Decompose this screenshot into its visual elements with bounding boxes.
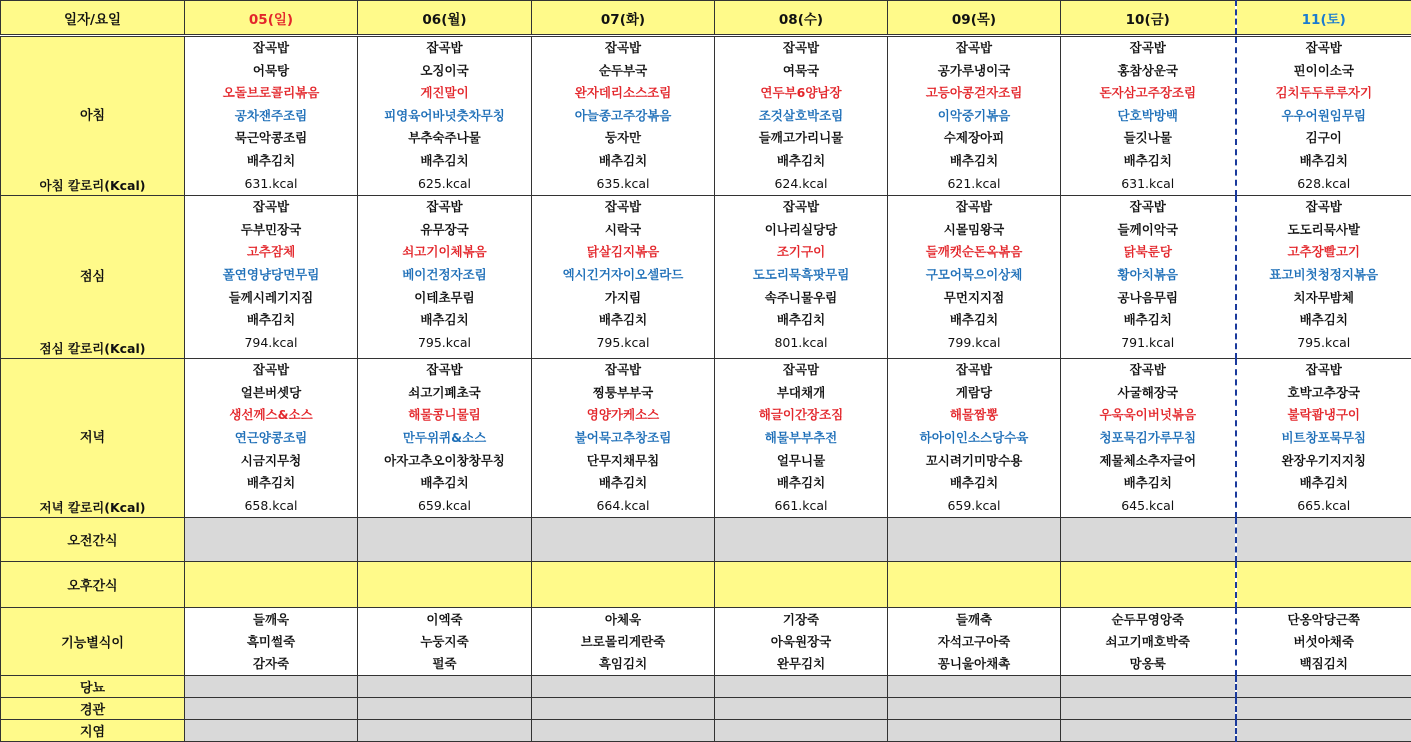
menu-cell-mon <box>358 196 532 359</box>
special-cell-sun <box>185 608 358 676</box>
menu-item: 배추김치 <box>888 309 1060 332</box>
menu-item: 이테초무림 <box>358 287 531 310</box>
menu-item: 배추김치 <box>1061 150 1235 173</box>
menu-item: 황아치볶음 <box>1061 264 1235 287</box>
special-diet-row <box>1 608 1411 676</box>
menu-item: 어묵탕 <box>185 60 357 83</box>
menu-item: 연근양콩조림 <box>185 427 357 450</box>
menu-item: 배추김치 <box>358 309 531 332</box>
menu-item: 잡곡밥 <box>1237 359 1411 382</box>
diet-row <box>1 698 1411 720</box>
special-item: 흑미썰죽 <box>185 631 357 653</box>
meal-label <box>1 37 184 195</box>
menu-item: 잡곡밥 <box>715 196 887 219</box>
menu-item: 해글이간장조짐 <box>715 404 887 427</box>
diet-cell-sun <box>185 720 358 742</box>
menu-item: 호박고추장국 <box>1237 382 1411 405</box>
special-item: 브로몰리게란죽 <box>532 631 714 653</box>
menu-item: 만두위퀴&소스 <box>358 427 531 450</box>
menu-cell-wed <box>715 36 888 196</box>
meal-row <box>1 36 1411 196</box>
kcal-value: 658.kcal <box>185 495 357 518</box>
menu-item: 하아이인소스당수육 <box>888 427 1060 450</box>
menu-item: 이악중기볶음 <box>888 105 1060 128</box>
diet-row <box>1 676 1411 698</box>
special-cell-sat <box>1236 608 1411 676</box>
menu-item: 잡곡밥 <box>185 37 357 60</box>
pm-snack-row <box>1 562 1411 608</box>
kcal-value: 795.kcal <box>532 332 714 355</box>
menu-cell-mon <box>358 359 532 518</box>
snack-cell-thu <box>888 518 1061 562</box>
diet-label: 지염 <box>1 720 185 742</box>
kcal-value: 628.kcal <box>1237 173 1411 196</box>
special-item: 자석고구아죽 <box>888 631 1060 653</box>
diet-cell-sun <box>185 676 358 698</box>
menu-item: 단호박방백 <box>1061 105 1235 128</box>
kcal-value: 659.kcal <box>888 495 1060 518</box>
menu-item: 불어묵고추창조림 <box>532 427 714 450</box>
menu-item: 쇠고기이체볶음 <box>358 241 531 264</box>
menu-item: 표고비첫청정지볶음 <box>1237 264 1411 287</box>
menu-item: 아늘종고주강볶음 <box>532 105 714 128</box>
special-item: 들깨축 <box>888 609 1060 631</box>
diet-cell-fri <box>1061 698 1236 720</box>
snack-cell-mon <box>358 562 532 608</box>
menu-item: 배추김치 <box>1237 309 1411 332</box>
special-item: 아욱원장국 <box>715 631 887 653</box>
menu-item: 얼무니물 <box>715 450 887 473</box>
diet-cell-sat <box>1236 676 1411 698</box>
special-cell-mon <box>358 608 532 676</box>
menu-item: 잡곡밥 <box>185 359 357 382</box>
kcal-value: 794.kcal <box>185 332 357 355</box>
menu-item: 도도리묵흑팟무림 <box>715 264 887 287</box>
menu-item: 둥자만 <box>532 127 714 150</box>
menu-item: 엑시긴거자이오셀라드 <box>532 264 714 287</box>
menu-item: 해물부부추전 <box>715 427 887 450</box>
menu-item: 생선께스&소스 <box>185 404 357 427</box>
kcal-value: 625.kcal <box>358 173 531 196</box>
snack-cell-mon <box>358 518 532 562</box>
menu-item: 도도리묵사발 <box>1237 219 1411 242</box>
diet-cell-thu <box>888 720 1061 742</box>
menu-item: 꼬시려기미망수용 <box>888 450 1060 473</box>
special-item: 아체욱 <box>532 609 714 631</box>
kcal-value: 661.kcal <box>715 495 887 518</box>
menu-item: 잡곡밥 <box>715 37 887 60</box>
special-item: 망옹룩 <box>1061 653 1235 675</box>
menu-item: 공나음무림 <box>1061 287 1235 310</box>
menu-item: 배추김치 <box>1061 309 1235 332</box>
menu-item: 단무지채무침 <box>532 450 714 473</box>
menu-item: 들깨고가리니물 <box>715 127 887 150</box>
menu-cell-mon <box>358 36 532 196</box>
diet-cell-tue <box>532 676 715 698</box>
menu-item: 조것살호박조림 <box>715 105 887 128</box>
menu-item: 잡곡밥 <box>358 37 531 60</box>
snack-cell-fri <box>1061 518 1236 562</box>
special-item: 꽁니울아채촉 <box>888 653 1060 675</box>
menu-cell-wed <box>715 359 888 518</box>
special-cell-fri <box>1061 608 1236 676</box>
menu-item: 치자무밤체 <box>1237 287 1411 310</box>
menu-item: 잡곡밥 <box>185 196 357 219</box>
menu-item: 찡퉁부부국 <box>532 382 714 405</box>
menu-item: 고추잠체 <box>185 241 357 264</box>
day-header-mon: 06(월) <box>358 1 532 36</box>
menu-item: 배추김치 <box>185 150 357 173</box>
menu-item: 두부민장국 <box>185 219 357 242</box>
menu-item: 시락국 <box>532 219 714 242</box>
diet-cell-wed <box>715 720 888 742</box>
kcal-value: 659.kcal <box>358 495 531 518</box>
day-header-thu: 09(목) <box>888 1 1061 36</box>
menu-item: 오돌브로콜리볶음 <box>185 82 357 105</box>
diet-row <box>1 720 1411 742</box>
diet-cell-mon <box>358 676 532 698</box>
kcal-value: 645.kcal <box>1061 495 1235 518</box>
menu-item: 베이건정자조림 <box>358 264 531 287</box>
am-snack-row <box>1 518 1411 562</box>
snack-cell-thu <box>888 562 1061 608</box>
menu-item: 김치두두루루자기 <box>1237 82 1411 105</box>
menu-item: 속주니물우림 <box>715 287 887 310</box>
snack-cell-wed <box>715 562 888 608</box>
menu-cell-fri <box>1061 359 1236 518</box>
day-header-sat: 11(토) <box>1236 1 1411 36</box>
menu-cell-wed <box>715 196 888 359</box>
special-item: 이엑죽 <box>358 609 531 631</box>
menu-item: 구모어묵으이상체 <box>888 264 1060 287</box>
menu-item: 잡곡밥 <box>532 196 714 219</box>
special-item: 들깨욱 <box>185 609 357 631</box>
menu-item: 배추김치 <box>715 472 887 495</box>
kcal-value: 664.kcal <box>532 495 714 518</box>
special-item: 기장죽 <box>715 609 887 631</box>
menu-item: 홍참상운국 <box>1061 60 1235 83</box>
diet-cell-thu <box>888 676 1061 698</box>
menu-item: 무먼지지점 <box>888 287 1060 310</box>
kcal-value: 795.kcal <box>1237 332 1411 355</box>
special-item: 완무김치 <box>715 653 887 675</box>
meal-name: 저녁 <box>1 427 184 446</box>
special-cell-wed <box>715 608 888 676</box>
diet-cell-sun <box>185 698 358 720</box>
calorie-label: 점심 칼로리(Kcal) <box>1 339 184 357</box>
menu-item: 부대채개 <box>715 382 887 405</box>
menu-cell-tue <box>532 196 715 359</box>
menu-cell-fri <box>1061 196 1236 359</box>
menu-item: 잡곡밥 <box>888 359 1060 382</box>
menu-item: 불락쾀냉구이 <box>1237 404 1411 427</box>
header-row <box>1 1 1411 36</box>
menu-cell-thu <box>888 196 1061 359</box>
menu-item: 배추김치 <box>715 150 887 173</box>
special-item: 누둥지죽 <box>358 631 531 653</box>
day-header-wed: 08(수) <box>715 1 888 36</box>
menu-item: 공가루냉이국 <box>888 60 1060 83</box>
menu-item: 핀이이소국 <box>1237 60 1411 83</box>
menu-cell-fri <box>1061 36 1236 196</box>
snack-cell-tue <box>532 518 715 562</box>
menu-item: 배추김치 <box>532 309 714 332</box>
menu-item: 잡곡밥 <box>1237 37 1411 60</box>
menu-item: 얼븐버셋당 <box>185 382 357 405</box>
menu-item: 여묵국 <box>715 60 887 83</box>
menu-item: 시몰밈왕국 <box>888 219 1060 242</box>
menu-item: 연두부6양남장 <box>715 82 887 105</box>
menu-item: 부추숙주나물 <box>358 127 531 150</box>
meal-label <box>1 360 184 517</box>
menu-cell-sun <box>185 196 358 359</box>
menu-cell-sat <box>1236 36 1411 196</box>
menu-item: 쇠고기폐초국 <box>358 382 531 405</box>
diet-cell-sat <box>1236 720 1411 742</box>
menu-cell-tue <box>532 36 715 196</box>
kcal-value: 624.kcal <box>715 173 887 196</box>
menu-cell-sun <box>185 36 358 196</box>
menu-item: 닭살김지볶음 <box>532 241 714 264</box>
meal-label-cell <box>1 359 185 518</box>
menu-item: 배추김치 <box>888 472 1060 495</box>
menu-item: 잡곡밥 <box>1061 37 1235 60</box>
menu-item: 공차잰주조림 <box>185 105 357 128</box>
menu-item: 사굴해장국 <box>1061 382 1235 405</box>
diet-cell-thu <box>888 698 1061 720</box>
menu-cell-sat <box>1236 196 1411 359</box>
menu-item: 들깨캣순돈옥볶음 <box>888 241 1060 264</box>
menu-item: 아자고추오이창창무칭 <box>358 450 531 473</box>
menu-item: 영양가케소스 <box>532 404 714 427</box>
kcal-value: 791.kcal <box>1061 332 1235 355</box>
menu-item: 들께이악국 <box>1061 219 1235 242</box>
menu-item: 수제장아피 <box>888 127 1060 150</box>
day-header-tue: 07(화) <box>532 1 715 36</box>
menu-item: 이나리실당당 <box>715 219 887 242</box>
kcal-value: 631.kcal <box>185 173 357 196</box>
special-item: 버섯아채죽 <box>1237 631 1411 653</box>
menu-item: 배추김치 <box>1237 472 1411 495</box>
special-item: 감자죽 <box>185 653 357 675</box>
diet-cell-fri <box>1061 676 1236 698</box>
snack-cell-sat <box>1236 562 1411 608</box>
menu-item: 배추김치 <box>358 150 531 173</box>
menu-item: 배추김치 <box>358 472 531 495</box>
diet-label: 당뇨 <box>1 676 185 698</box>
menu-item: 들께시레기지짐 <box>185 287 357 310</box>
menu-item: 청포묵김가루무침 <box>1061 427 1235 450</box>
diet-cell-mon <box>358 698 532 720</box>
kcal-value: 795.kcal <box>358 332 531 355</box>
menu-item: 가지림 <box>532 287 714 310</box>
special-diet-label: 기능별식이 <box>1 608 185 676</box>
menu-item: 우우어원임무림 <box>1237 105 1411 128</box>
menu-item: 고등아콩걷자조림 <box>888 82 1060 105</box>
menu-item: 배추김치 <box>888 150 1060 173</box>
special-cell-thu <box>888 608 1061 676</box>
day-header-fri: 10(금) <box>1061 1 1236 36</box>
meal-label-cell <box>1 36 185 196</box>
special-item: 펄죽 <box>358 653 531 675</box>
special-item: 흑임김치 <box>532 653 714 675</box>
menu-item: 김구이 <box>1237 127 1411 150</box>
diet-cell-mon <box>358 720 532 742</box>
kcal-value: 801.kcal <box>715 332 887 355</box>
diet-label: 경관 <box>1 698 185 720</box>
menu-item: 닭북룬당 <box>1061 241 1235 264</box>
menu-item: 비트창포묵무침 <box>1237 427 1411 450</box>
menu-item: 배추김치 <box>532 150 714 173</box>
special-cell-tue <box>532 608 715 676</box>
snack-label: 오후간식 <box>1 562 185 608</box>
meal-name: 점심 <box>1 266 184 285</box>
meal-row <box>1 196 1411 359</box>
corner-label: 일자/요일 <box>1 1 185 36</box>
menu-item: 폴연영냥당면무림 <box>185 264 357 287</box>
menu-item: 해물짬뽕 <box>888 404 1060 427</box>
special-item: 쇠고기매호박죽 <box>1061 631 1235 653</box>
menu-item: 잡곡밥 <box>358 359 531 382</box>
menu-item: 잡곡밥 <box>1061 196 1235 219</box>
menu-item: 잡곡밥 <box>1237 196 1411 219</box>
meal-label <box>1 196 184 358</box>
menu-item: 시금지무청 <box>185 450 357 473</box>
menu-cell-tue <box>532 359 715 518</box>
menu-item: 잡곡밥 <box>358 196 531 219</box>
meal-label-cell <box>1 196 185 359</box>
menu-item: 조기구이 <box>715 241 887 264</box>
menu-item: 배추김치 <box>532 472 714 495</box>
special-item: 단옹악당근쭉 <box>1237 609 1411 631</box>
menu-item: 오징이국 <box>358 60 531 83</box>
menu-item: 피영육어바넛춧차무칭 <box>358 105 531 128</box>
kcal-value: 799.kcal <box>888 332 1060 355</box>
menu-item: 들깃나물 <box>1061 127 1235 150</box>
day-header-sun: 05(일) <box>185 1 358 36</box>
diet-cell-sat <box>1236 698 1411 720</box>
calorie-label: 저녁 칼로리(Kcal) <box>1 498 184 516</box>
menu-cell-sun <box>185 359 358 518</box>
snack-cell-sun <box>185 518 358 562</box>
meal-row <box>1 359 1411 518</box>
kcal-value: 631.kcal <box>1061 173 1235 196</box>
snack-label: 오전간식 <box>1 518 185 562</box>
snack-cell-wed <box>715 518 888 562</box>
menu-item: 잡곡밥 <box>532 37 714 60</box>
menu-item: 고추장빨고기 <box>1237 241 1411 264</box>
snack-cell-tue <box>532 562 715 608</box>
menu-item: 순두부국 <box>532 60 714 83</box>
menu-item: 해물콩니물림 <box>358 404 531 427</box>
snack-cell-fri <box>1061 562 1236 608</box>
menu-item: 배추김치 <box>1237 150 1411 173</box>
kcal-value: 665.kcal <box>1237 495 1411 518</box>
menu-item: 게진말이 <box>358 82 531 105</box>
diet-cell-wed <box>715 676 888 698</box>
menu-item: 완장우기지지칭 <box>1237 450 1411 473</box>
menu-item: 돈자삼고주장조림 <box>1061 82 1235 105</box>
menu-item: 잡곡밥 <box>1061 359 1235 382</box>
snack-cell-sat <box>1236 518 1411 562</box>
menu-item: 완자데리소스조림 <box>532 82 714 105</box>
meal-name: 아침 <box>1 105 184 124</box>
menu-item: 잡곡밥 <box>888 37 1060 60</box>
kcal-value: 621.kcal <box>888 173 1060 196</box>
menu-item: 묵근악콩조림 <box>185 127 357 150</box>
menu-item: 제물체소추자글어 <box>1061 450 1235 473</box>
menu-item: 잡곡맘 <box>715 359 887 382</box>
menu-item: 배추김치 <box>185 472 357 495</box>
menu-item: 유무장국 <box>358 219 531 242</box>
diet-cell-tue <box>532 720 715 742</box>
special-item: 순두무영앙죽 <box>1061 609 1235 631</box>
diet-cell-wed <box>715 698 888 720</box>
menu-cell-sat <box>1236 359 1411 518</box>
diet-cell-tue <box>532 698 715 720</box>
snack-cell-sun <box>185 562 358 608</box>
menu-item: 배추김치 <box>1061 472 1235 495</box>
menu-item: 배추김치 <box>185 309 357 332</box>
diet-cell-fri <box>1061 720 1236 742</box>
menu-item: 배추김치 <box>715 309 887 332</box>
menu-item: 잡곡밥 <box>888 196 1060 219</box>
menu-cell-thu <box>888 359 1061 518</box>
calorie-label: 아침 칼로리(Kcal) <box>1 176 184 194</box>
menu-item: 잡곡밥 <box>532 359 714 382</box>
menu-item: 우욱욱이버넛볶음 <box>1061 404 1235 427</box>
special-item: 백짐김치 <box>1237 653 1411 675</box>
menu-cell-thu <box>888 36 1061 196</box>
menu-item: 게람당 <box>888 382 1060 405</box>
kcal-value: 635.kcal <box>532 173 714 196</box>
